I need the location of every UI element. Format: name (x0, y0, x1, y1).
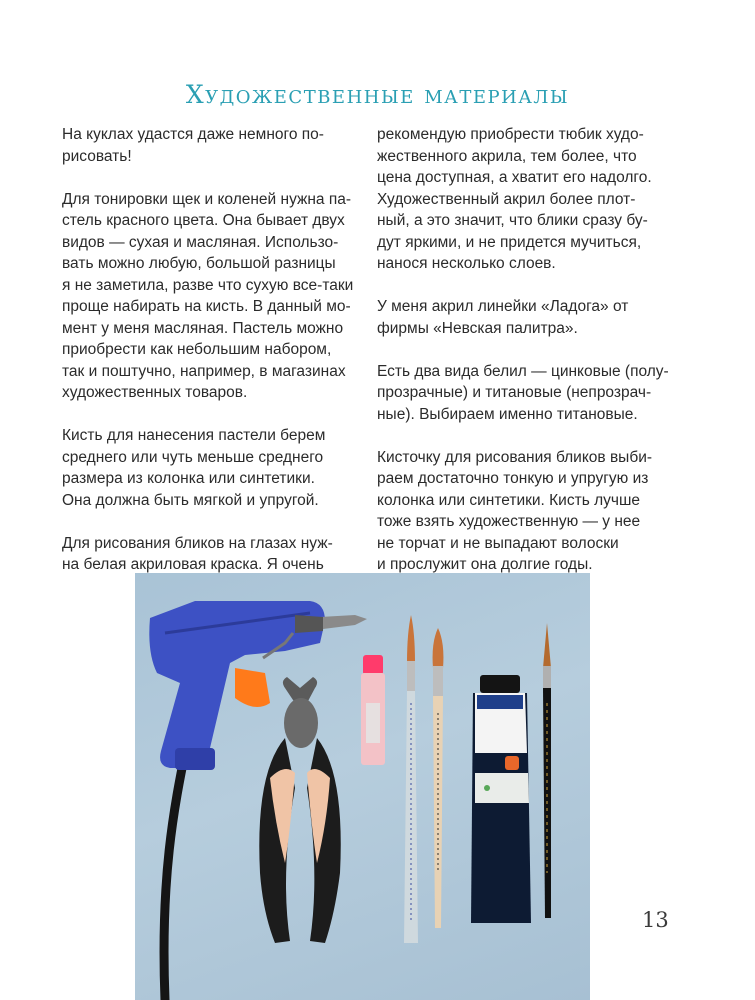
materials-photo (135, 573, 590, 1000)
paintbrush-icon (543, 623, 551, 918)
glue-gun-cable (164, 743, 187, 1000)
paragraph: рекомендую приобрести тюбик худо- жественного акрила, тем более, что цена доступная, а хватит его надолго. Художественный акрил более плот- ный, а это значит, что блики сразу бу- дут яркими, и не придется мучиться, нанося несколько слоев. (377, 126, 652, 272)
page-title: Художественные материалы (185, 80, 570, 109)
pliers-icon (259, 677, 340, 943)
paragraph: Для тонировки щек и коленей нужна па- стель красного цвета. Она бывает двух видов — сухая и масляная. Использо- вать можно любую, большой разницы я не заметила, разве что сухую все-таки проще набирать на кисть. В данный мо- мент у меня масляная. Пастель можно приобрести как небольшим набором, так и поштучно, например, в магазинах художественных товаров. (62, 190, 354, 401)
paragraph: У меня акрил линейки «Ладога» от фирмы «Невская палитра». (377, 298, 629, 337)
left-text-column (62, 124, 368, 576)
paragraph: Кисть для нанесения пастели берем среднего или чуть меньше среднего размера из колонка или синтетики. Она должна быть мягкой и упругой. (62, 427, 326, 509)
paragraph: Кисточку для рисования бликов выби- раем достаточно тонкую и упругую из колонка или синтетики. Кисть лучше тоже взять художественную — у нее не торчат и не выпадают волоски и прослужит она долгие годы. (377, 448, 653, 573)
paintbrush-icon (404, 615, 418, 943)
paint-tube-icon (471, 675, 531, 923)
paragraph: Есть два вида белил — цинковые (полу- прозрачные) и титановые (непрозрач- ные). Выбираем именно титановые. (377, 362, 669, 423)
oil-pastel-icon (361, 655, 385, 765)
right-text-column (377, 124, 677, 576)
paragraph: На куклах удастся даже немного по- рисовать! (62, 126, 324, 165)
paintbrush-icon (433, 628, 444, 928)
paragraph: Для рисования бликов на глазах нуж- на белая акриловая краска. Я очень (62, 534, 333, 573)
page-number: 13 (642, 908, 669, 932)
glue-gun-icon (149, 601, 367, 770)
